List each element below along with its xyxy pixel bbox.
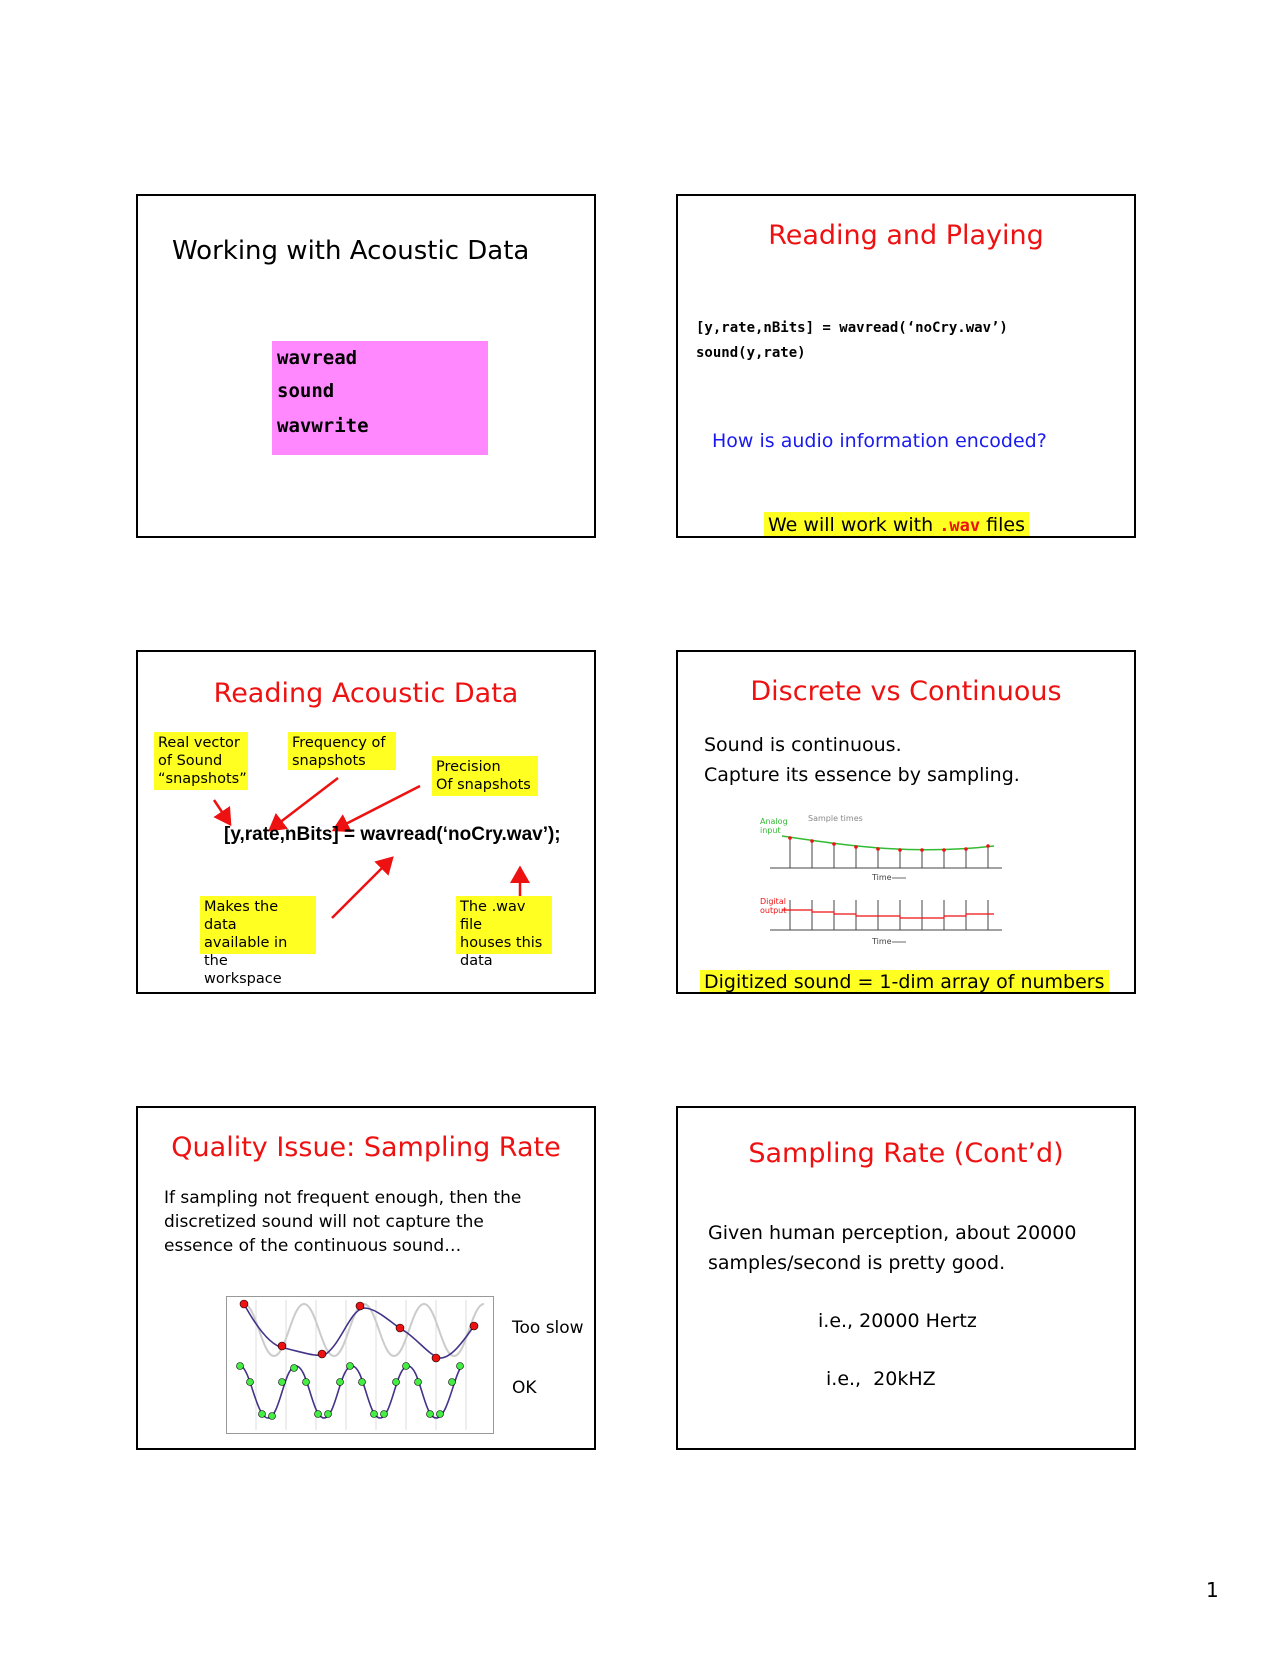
wav-files-note [764,512,1029,538]
note-prefix: We will work with [768,514,940,536]
note-line: data [460,953,493,969]
note-line: houses this [460,935,543,951]
khz-equivalent: i.e., 20kHZ [826,1368,936,1390]
slide-title: Sampling Rate (Cont’d) [748,1138,1064,1169]
slide-title: Working with Acoustic Data [172,236,530,266]
note-line: Real vector [158,735,240,751]
note-line: “snapshots” [158,771,247,787]
slide-title: Discrete vs Continuous [750,676,1062,707]
hertz-equivalent: i.e., 20000 Hertz [818,1310,977,1332]
slide-reading-acoustic-data [136,650,596,994]
analog-wave [782,836,994,850]
note-line: Makes the data [204,899,279,933]
sampling-figure [758,812,1018,952]
analog-sample-stems [790,838,988,868]
note-wavfile [456,896,552,969]
note-line: Of snapshots [436,777,531,793]
wavread-call: [y,rate,nBits] = wavread(‘noCry.wav’); [224,824,561,845]
command-wavwrite: wavwrite [277,415,369,437]
digital-sample-stems [790,900,988,930]
text-line: discretized sound will not capture the [164,1212,484,1232]
slide-title: Reading and Playing [768,220,1044,251]
digitized-sound-banner: Digitized sound = 1-dim array of numbers [700,970,1109,994]
slide-quality-issue-sampling-rate [136,1106,596,1450]
note-line: Precision [436,759,501,775]
slide-title: Quality Issue: Sampling Rate [171,1132,561,1163]
text-line: essence of the continuous sound… [164,1236,462,1256]
note-line: Frequency of [292,735,386,751]
note-line: snapshots [292,753,366,769]
time-label-digital: Time [872,937,892,946]
text-line: If sampling not frequent enough, then the [164,1188,522,1208]
digital-step-signal [782,910,994,918]
sample-times-label: Sample times [808,814,863,823]
label-ok: OK [512,1378,537,1398]
wav-extension: .wav [939,516,981,536]
time-label: Time [872,873,892,882]
arrow-frequency [270,778,338,830]
note-suffix: files [980,514,1026,536]
command-wavread: wavread [277,347,358,369]
continuous-statement: Sound is continuous. [704,734,902,756]
note-line: of Sound [158,753,223,769]
sampling-statement: Capture its essence by sampling. [704,764,1020,786]
slide-discrete-vs-continuous [676,650,1136,994]
perception-line-2: samples/second is pretty good. [708,1252,1006,1274]
encoding-question: How is audio information encoded? [712,430,1047,452]
slide-reading-and-playing [676,194,1136,538]
code-line-wavread: [y,rate,nBits] = wavread(‘noCry.wav’) [696,320,1008,336]
page-number: 1 [1206,1578,1219,1602]
analog-input-label: Analog [760,817,788,826]
slide-working-with-acoustic-data [136,194,596,538]
command-list-box [272,341,488,455]
note-line: The .wav file [460,899,526,933]
sampling-warning-text [164,1186,521,1258]
code-line-sound: sound(y,rate) [696,345,806,361]
slide-title: Reading Acoustic Data [213,678,519,709]
arrow-real-vector [214,800,230,824]
digital-output-label-2: output [760,906,787,915]
slide-sampling-rate-contd [676,1106,1136,1450]
command-sound: sound [277,380,335,402]
digital-output-label: Digital [760,897,786,906]
sampling-rate-figure [226,1296,494,1434]
perception-line-1: Given human perception, about 20000 [708,1222,1077,1244]
arrow-workspace [332,858,392,918]
analog-input-label-2: input [760,826,781,835]
note-line: available in the [204,935,288,969]
note-line: workspace [204,971,282,987]
note-workspace [200,896,316,987]
label-too-slow: Too slow [512,1318,584,1338]
